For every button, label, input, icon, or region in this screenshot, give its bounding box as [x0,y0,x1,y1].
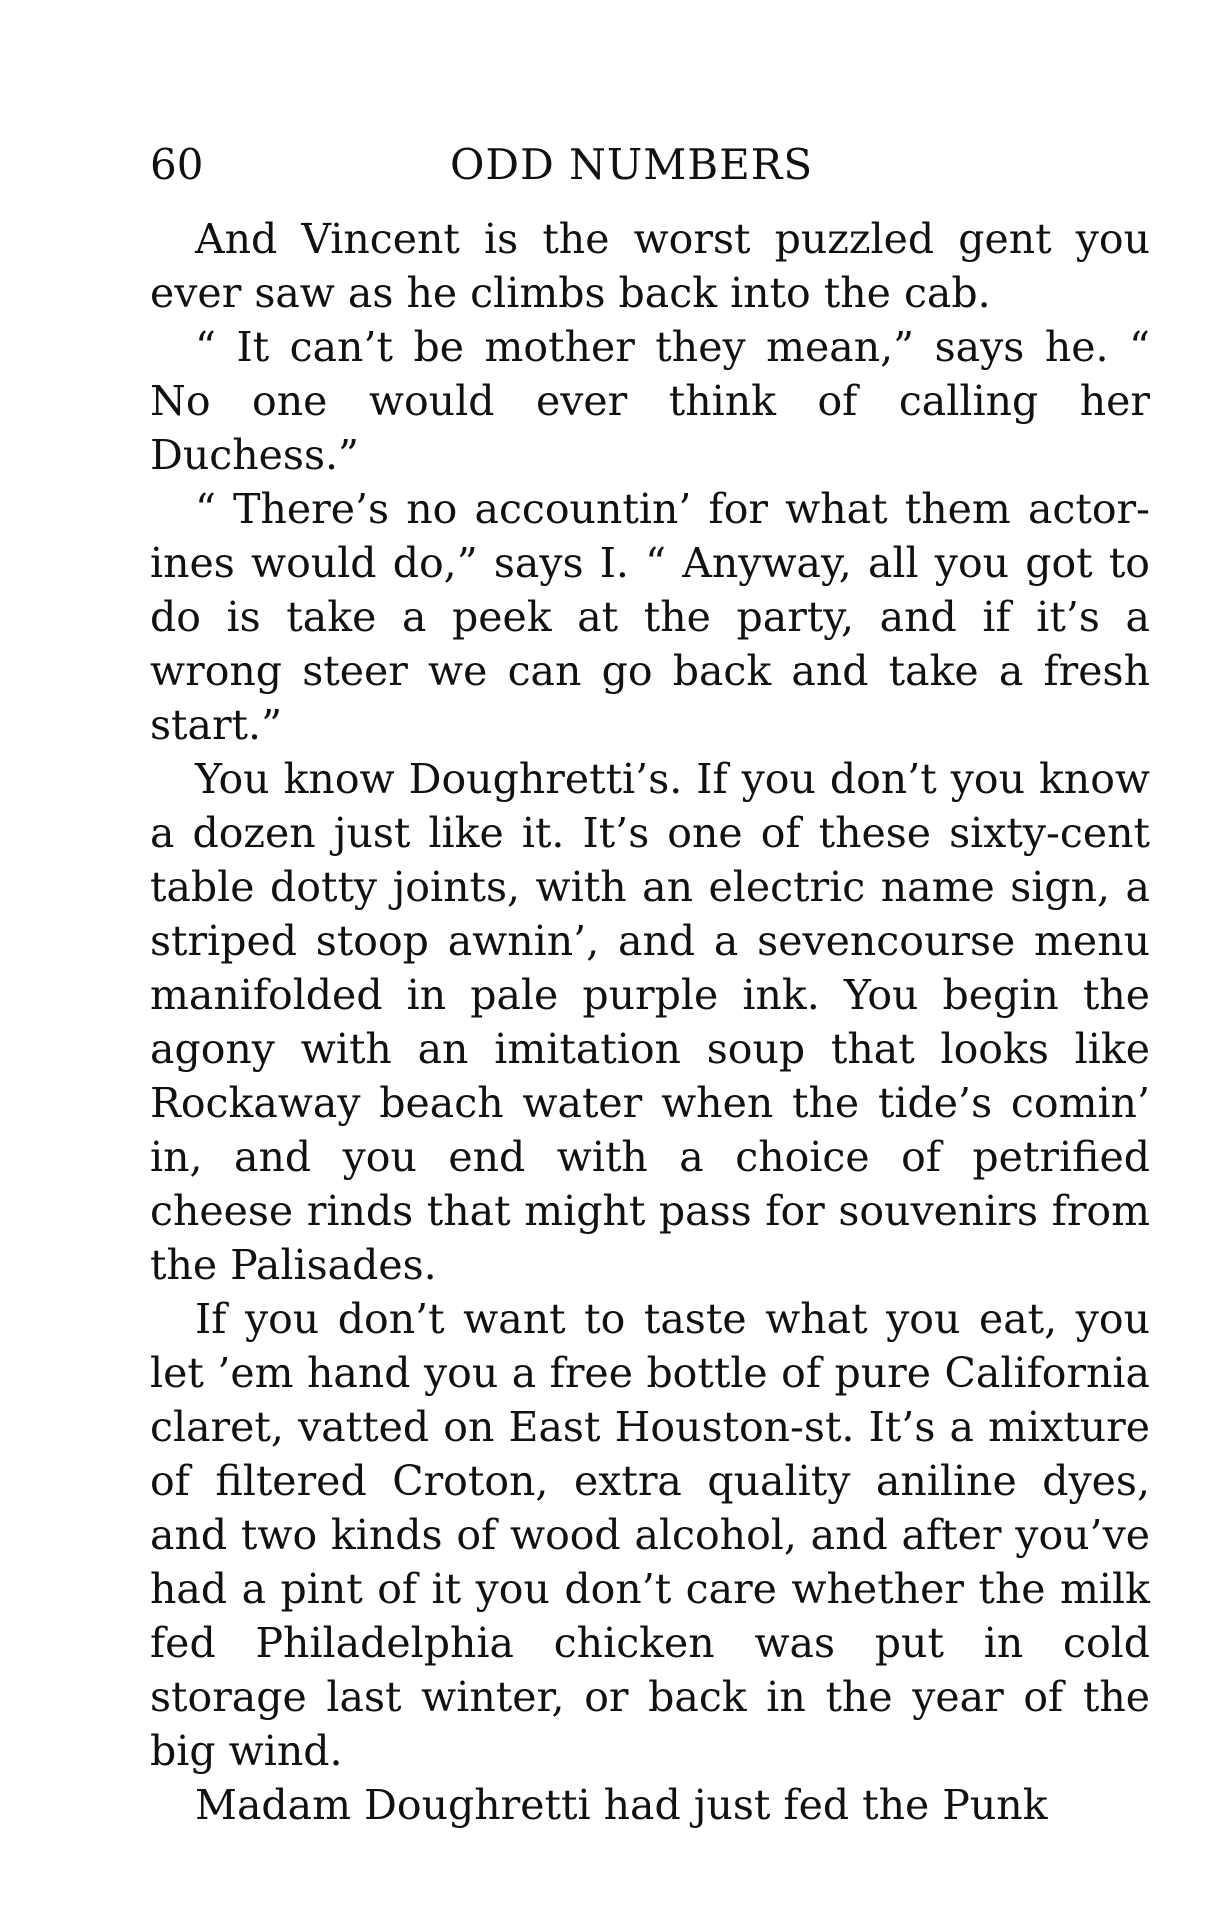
paragraph: “ It can’t be mother they mean,” says he. “ No one would ever think of calling her Duchess.” [150,323,1150,479]
paragraph: “ There’s no accountin’ for what them actorines would do,” says I. “ Anyway, all you got to do is take a peek at the party, and if it’s a wrong steer we can go back and take a fresh start.” [150,485,1150,749]
book-page [150,130,1150,1832]
page-number: 60 [150,140,204,189]
body-text [150,212,1150,1832]
running-title: ODD NUMBERS [450,140,814,189]
paragraph: You know Doughretti’s. If you don’t you know a dozen just like it. It’s one of these sixty-cent table dotty joints, with an electric name sign, a striped stoop awnin’, and a sevencourse menu manifolded in pale purple ink. You begin the agony with an imitation soup that looks like Rockaway beach water when the tide’s comin’ in, and you end with a choice of petrified cheese rinds that might pass for souvenirs from the Palisades. [150,755,1150,1289]
paragraph: If you don’t want to taste what you eat, you let ’em hand you a free bottle of pure California claret, vatted on East Houston-st. It’s a mixture of filtered Croton, extra quality aniline dyes, and two kinds of wood alcohol, and after you’ve had a pint of it you don’t care whether the milk fed Philadelphia chicken was put in cold storage last winter, or back in the year of the big wind. [150,1295,1150,1775]
paragraph: Madam Doughretti had just fed the Punk [195,1781,1048,1829]
paragraph: And Vincent is the worst puzzled gent you ever saw as he climbs back into the cab. [150,215,1150,317]
page-header [150,130,1150,200]
